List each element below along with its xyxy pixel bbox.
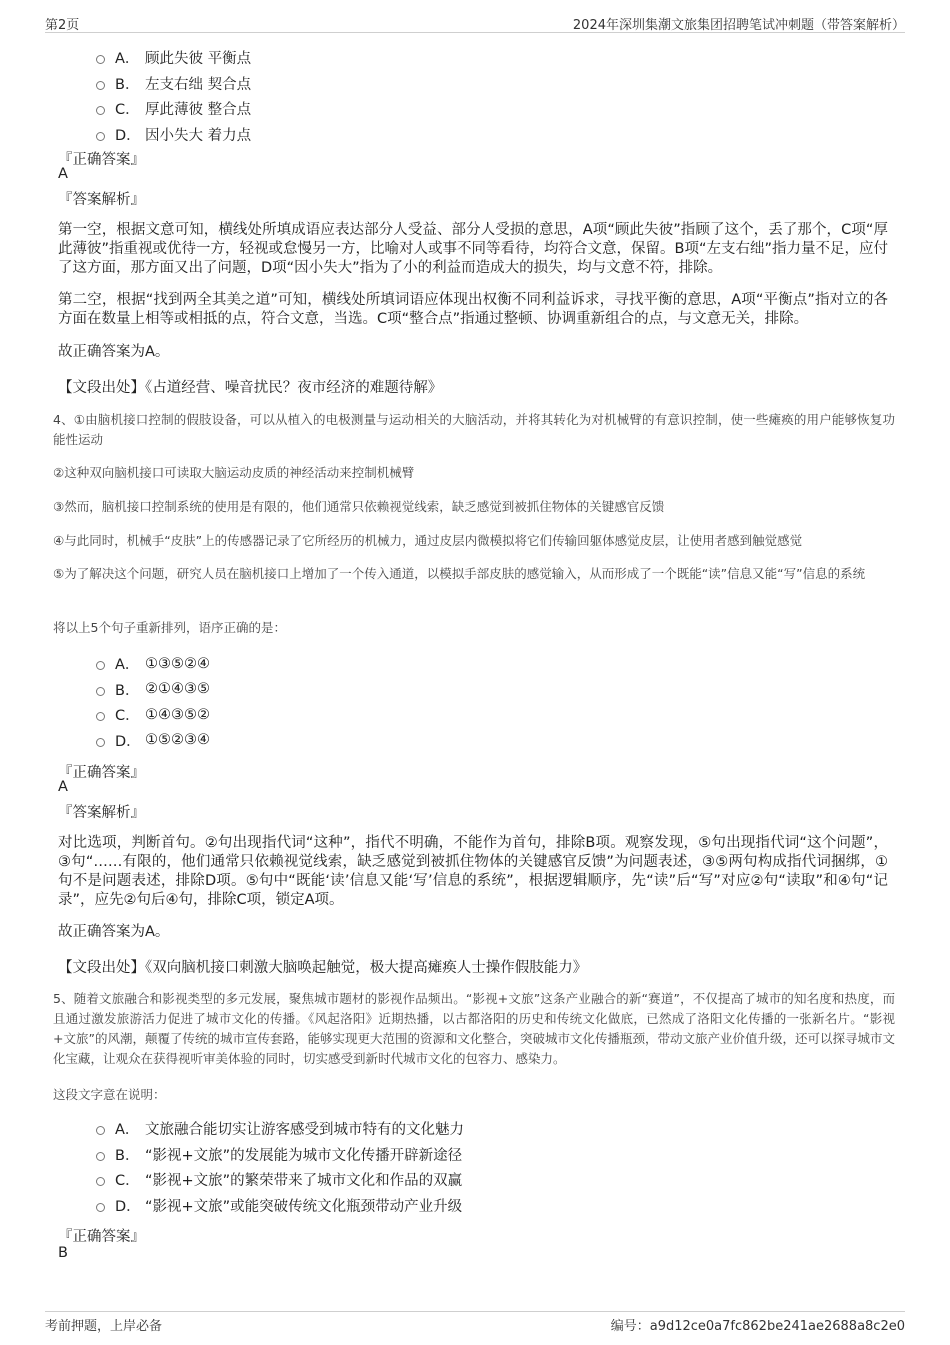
document-id: 编号：a9d12ce0a7fc862be241ae2688a8c2e0 bbox=[610, 1319, 905, 1334]
option-text: ②①④③⑤ bbox=[145, 681, 210, 698]
footer-slogan: 考前押题，上岸必备 bbox=[45, 1319, 163, 1334]
option-text: “影视+文旅”或能突破传统文化瓶颈带动产业升级 bbox=[145, 1198, 463, 1215]
question-sentence: ⑤为了解决这个问题，研究人员在脑机接口上增加了一个传入通道，以模拟手部皮肤的感觉输入，从而形成了一个既能“读”信息又能“写”信息的系统 bbox=[53, 566, 866, 581]
answer-value: A bbox=[58, 166, 68, 182]
radio-icon[interactable] bbox=[96, 55, 105, 64]
option-text: 厚此薄彼 整合点 bbox=[145, 102, 252, 119]
radio-icon[interactable] bbox=[96, 1177, 105, 1186]
answer-value: B bbox=[58, 1245, 68, 1261]
analysis-paragraph: 第二空，根据“找到两全其美之道”可知，横线处所填词语应体现出权衡不同利益诉求，寻找平衡的意思，A项“平衡点”指对立的各方面在数量上相等或相抵的点，符合文意，当选。C项“整合点”指通过整顿、协调重新组合的点，与文意无关，排除。 bbox=[58, 292, 888, 327]
q3-options bbox=[96, 45, 251, 147]
question-passage: 5、随着文旅融合和影视类型的多元发展，聚焦城市题材的影视作品频出。“影视+文旅”这条产业融合的新“赛道”，不仅提高了城市的知名度和热度，而且通过激发旅游活力促进了城市文化的传播。《风起洛阳》近期热播，以古都洛阳的历史和传统文化做底，已然成了洛阳文化传播的一张新名片。“影视+文旅”的风潮，颠覆了传统的城市宣传套路，能够实现更大范围的资源和文化整合，突破城市文化传播瓶颈，带动文旅产业价值升级，还可以探寻城市文化宝藏，让观众在获得视听审美体验的同时，切实感受到新时代城市文化的包容力、感染力。 bbox=[53, 991, 895, 1066]
radio-icon[interactable] bbox=[96, 661, 105, 670]
radio-icon[interactable] bbox=[96, 106, 105, 115]
q5-options bbox=[96, 1116, 464, 1218]
page-header bbox=[45, 12, 905, 33]
q4-options bbox=[96, 651, 210, 753]
analysis-label: 『答案解析』 bbox=[58, 192, 145, 208]
option-b[interactable]: B． 左支右绌 契合点 bbox=[96, 71, 251, 97]
analysis-label: 『答案解析』 bbox=[58, 805, 145, 821]
option-text: 顾此失彼 平衡点 bbox=[145, 51, 252, 68]
radio-icon[interactable] bbox=[96, 1126, 105, 1135]
option-text: ①⑤②③④ bbox=[145, 732, 210, 749]
option-d[interactable]: D． “影视+文旅”或能突破传统文化瓶颈带动产业升级 bbox=[96, 1193, 464, 1219]
analysis-paragraph: 对比选项，判断首句。②句出现指代词“这种”，指代不明确，不能作为首句，排除B项。观察发现，⑤句出现指代词“这个问题”，③句“……有限的，他们通常只依赖视觉线索，缺乏感觉到被抓住物体的关键感官反馈”为问题表述，③⑤两句构成指代词捆绑，①句不是问题表述，排除D项。⑤句中“既能‘读’信息又能‘写’信息的系统”，根据逻辑顺序，先“读”后“写”对应②句“读取”和④句“记录”，应先②句后④句，排除C项，锁定A项。 bbox=[58, 835, 888, 908]
analysis-paragraph: 第一空，根据文意可知，横线处所填成语应表达部分人受益、部分人受损的意思，A项“顾此失彼”指顾了这个，丢了那个，C项“厚此薄彼”指重视或优待一方，轻视或怠慢另一方，比喻对人或事不同等看待，均符合文意，保留。B项“左支右绌”指力量不足，应付了这方面，那方面又出了问题，D项“因小失大”指为了小的利益而造成大的损失，均与文意不符，排除。 bbox=[58, 222, 888, 276]
option-a[interactable]: A． 文旅融合能切实让游客感受到城市特有的文化魅力 bbox=[96, 1116, 464, 1142]
option-text: “影视+文旅”的繁荣带来了城市文化和作品的双赢 bbox=[145, 1173, 463, 1190]
option-a[interactable]: A． 顾此失彼 平衡点 bbox=[96, 45, 251, 71]
answer-label: 『正确答案』 bbox=[58, 765, 145, 781]
question-sentence: 4、①由脑机接口控制的假肢设备，可以从植入的电极测量与运动相关的大脑活动，并将其转化为对机械臂的有意识控制，使一些瘫痪的用户能够恢复功能性运动 bbox=[53, 412, 895, 447]
page-number: 第2页 bbox=[45, 18, 80, 33]
page-footer bbox=[45, 1311, 905, 1334]
option-text: ①④③⑤② bbox=[145, 706, 210, 723]
document-title: 2024年深圳集潮文旅集团招聘笔试冲刺题（带答案解析） bbox=[572, 18, 905, 33]
answer-label: 『正确答案』 bbox=[58, 152, 145, 168]
option-text: 文旅融合能切实让游客感受到城市特有的文化魅力 bbox=[145, 1122, 464, 1139]
radio-icon[interactable] bbox=[96, 132, 105, 141]
option-text: 因小失大 着力点 bbox=[145, 127, 252, 144]
analysis-conclusion: 故正确答案为A。 bbox=[58, 924, 170, 940]
answer-label: 『正确答案』 bbox=[58, 1229, 145, 1245]
question-sentence: ③然而，脑机接口控制系统的使用是有限的，他们通常只依赖视觉线索，缺乏感觉到被抓住物体的关键感官反馈 bbox=[53, 499, 665, 514]
option-b[interactable]: B． ②①④③⑤ bbox=[96, 677, 210, 703]
option-a[interactable]: A． ①③⑤②④ bbox=[96, 651, 210, 677]
option-d[interactable]: D． ①⑤②③④ bbox=[96, 728, 210, 754]
radio-icon[interactable] bbox=[96, 712, 105, 721]
radio-icon[interactable] bbox=[96, 687, 105, 696]
radio-icon[interactable] bbox=[96, 1152, 105, 1161]
question-sentence: ②这种双向脑机接口可读取大脑运动皮质的神经活动来控制机械臂 bbox=[53, 465, 415, 480]
option-c[interactable]: C． ①④③⑤② bbox=[96, 702, 210, 728]
option-c[interactable]: C． 厚此薄彼 整合点 bbox=[96, 96, 251, 122]
option-text: “影视+文旅”的发展能为城市文化传播开辟新途径 bbox=[145, 1147, 463, 1164]
question-prompt: 这段文字意在说明： bbox=[53, 1087, 166, 1102]
radio-icon[interactable] bbox=[96, 738, 105, 747]
option-text: ①③⑤②④ bbox=[145, 655, 210, 672]
source-citation: 【文段出处】《占道经营、噪音扰民？夜市经济的难题待解》 bbox=[58, 380, 443, 396]
option-c[interactable]: C． “影视+文旅”的繁荣带来了城市文化和作品的双赢 bbox=[96, 1167, 464, 1193]
source-citation: 【文段出处】《双向脑机接口刺激大脑唤起触觉，极大提高瘫痪人士操作假肢能力》 bbox=[58, 960, 588, 976]
answer-value: A bbox=[58, 779, 68, 795]
option-text: 左支右绌 契合点 bbox=[145, 76, 252, 93]
analysis-conclusion: 故正确答案为A。 bbox=[58, 344, 170, 360]
radio-icon[interactable] bbox=[96, 1203, 105, 1212]
radio-icon[interactable] bbox=[96, 81, 105, 90]
option-d[interactable]: D． 因小失大 着力点 bbox=[96, 122, 251, 148]
question-sentence: ④与此同时，机械手“皮肤”上的传感器记录了它所经历的机械力，通过皮层内微模拟将它们传输回躯体感觉皮层，让使用者感到触觉感觉 bbox=[53, 533, 803, 548]
question-prompt: 将以上5个句子重新排列，语序正确的是： bbox=[53, 620, 286, 635]
option-b[interactable]: B． “影视+文旅”的发展能为城市文化传播开辟新途径 bbox=[96, 1142, 464, 1168]
